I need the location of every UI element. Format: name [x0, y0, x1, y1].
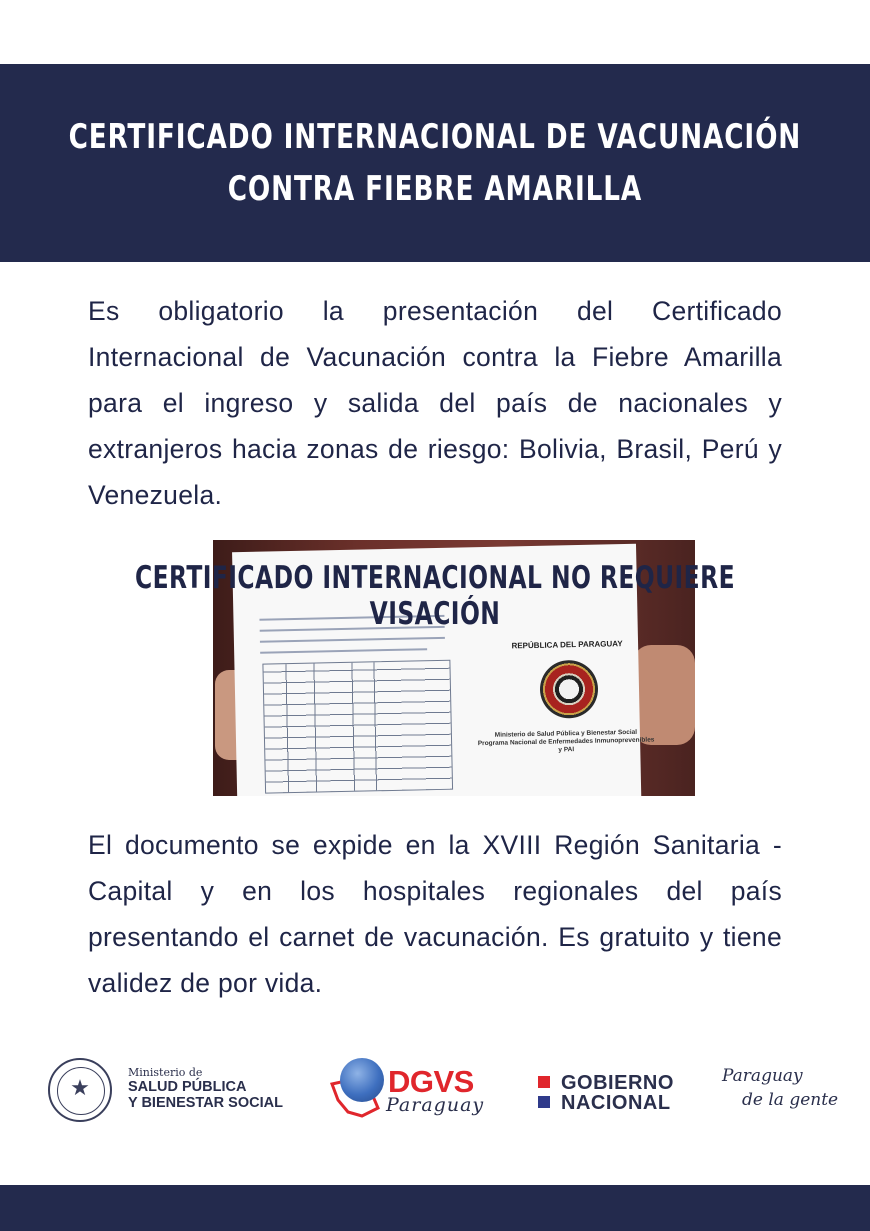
paraguay-seal-icon: [539, 660, 598, 719]
card-heading: REPÚBLICA DEL PARAGUAY: [511, 639, 623, 651]
card-program-line: Programa Nacional de Enfermedades Inmunoprevenibles y PAI: [477, 736, 655, 754]
gobierno-nacional-logo: [538, 1072, 688, 1116]
page-title-line-2: CONTRA FIEBRE AMARILLA: [227, 169, 643, 209]
nacional-label: NACIONAL: [561, 1092, 671, 1114]
red-square-icon: [538, 1076, 550, 1088]
dgvs-name: DGVS: [388, 1064, 474, 1099]
gobierno-label: GOBIERNO: [561, 1072, 674, 1094]
header-banner: [0, 64, 870, 262]
ministry-label-line1: SALUD PÚBLICA: [128, 1079, 247, 1095]
visa-notice-title: CERTIFICADO INTERNACIONAL NO REQUIERE VISACIÓN: [135, 560, 735, 632]
details-paragraph: El documento se expide en la XVIII Región Sanitaria - Capital y en los hospitales regionales del país presentando el carnet de vacunación. Es gratuito y tiene validez de por vida.: [88, 830, 782, 998]
ministry-logo: [48, 1058, 298, 1122]
page-title-line-1: CERTIFICADO INTERNACIONAL DE VACUNACIÓN: [68, 117, 802, 157]
globe-icon: [340, 1058, 384, 1102]
ministry-label-line2: Y BIENESTAR SOCIAL: [128, 1095, 283, 1111]
footer-banner: [0, 1185, 870, 1231]
card-ministry: [476, 728, 656, 756]
ministry-label-small: Ministerio de: [128, 1066, 203, 1079]
paraguay-label: Paraguay: [722, 1066, 803, 1086]
de-la-gente-label: de la gente: [742, 1090, 839, 1110]
paraguay-de-la-gente-logo: [720, 1062, 840, 1122]
blue-square-icon: [538, 1096, 550, 1108]
card-ministry-line: Ministerio de Salud Pública y Bienestar Social: [494, 728, 638, 739]
dgvs-logo: [326, 1056, 496, 1124]
intro-paragraph: Es obligatorio la presentación del Certificado Internacional de Vacunación contra la Fiebre Amarilla para el ingreso y salida del país de nacionales y extranjeros hacia zonas de riesgo: Bolivia, Brasil, Perú y Venezuela.: [88, 296, 782, 510]
page-title: [69, 111, 802, 215]
card-vaccination-table: [262, 660, 453, 794]
dgvs-subtitle: Paraguay: [386, 1094, 485, 1116]
national-seal-icon: [48, 1058, 112, 1122]
